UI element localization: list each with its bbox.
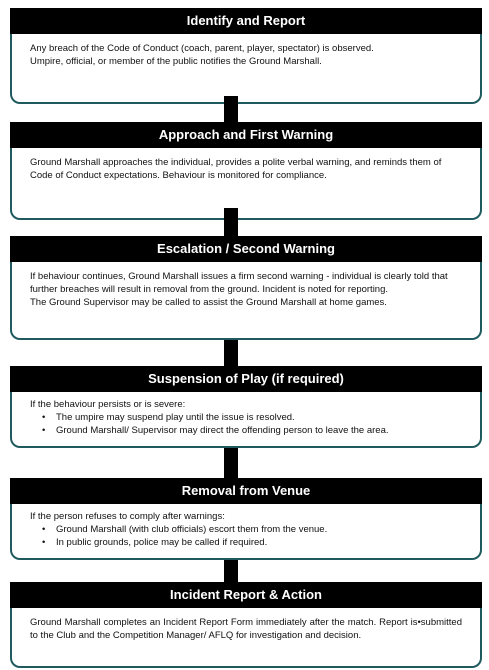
- list-item: • The umpire may suspend play until the issue is resolved.: [46, 411, 462, 424]
- step-title: Suspension of Play (if required): [10, 366, 482, 392]
- step-description: [10, 608, 482, 668]
- step-description: [10, 148, 482, 220]
- flow-connector: [224, 96, 238, 122]
- flow-connector: [224, 560, 238, 582]
- step-description: [10, 34, 482, 104]
- step-description: [10, 504, 482, 560]
- step-text: Ground Marshall approaches the individual, provides a polite verbal warning, and reminds them of Code of Conduct expectations. Behaviour is monitored for compliance.: [30, 157, 442, 181]
- list-item: • Ground Marshall/ Supervisor may direct the offending person to leave the area.: [46, 424, 462, 437]
- step-intro: If the person refuses to comply after warnings:: [30, 511, 225, 522]
- step-intro: If the behaviour persists or is severe:: [30, 399, 186, 410]
- step-title: Escalation / Second Warning: [10, 236, 482, 262]
- step-title: Identify and Report: [10, 8, 482, 34]
- list-item: • In public grounds, police may be called if required.: [46, 536, 462, 549]
- step-text: If behaviour continues, Ground Marshall issues a firm second warning - individual is clearly told that further breaches will result in removal from the ground. Incident is noted for reporting.: [30, 271, 448, 295]
- list-item: • Ground Marshall (with club officials) escort them from the venue.: [46, 523, 462, 536]
- step-text: The Ground Supervisor may be called to assist the Ground Marshall at home games.: [30, 297, 387, 308]
- step-text: Umpire, official, or member of the public notifies the Ground Marshall.: [30, 56, 322, 67]
- flow-connector: [224, 340, 238, 366]
- step-bullet-list: [30, 523, 462, 549]
- step-title: Removal from Venue: [10, 478, 482, 504]
- step-text: Ground Marshall completes an Incident Report Form immediately after the match. Report is•submitted to the Club and the Competition Manager/ AFLQ for investigation and decision.: [30, 617, 462, 641]
- step-description: [10, 262, 482, 340]
- step-bullet-list: [30, 411, 462, 437]
- step-title: Approach and First Warning: [10, 122, 482, 148]
- step-text: Any breach of the Code of Conduct (coach, parent, player, spectator) is observed.: [30, 43, 374, 54]
- flow-connector: [224, 448, 238, 478]
- step-title: Incident Report & Action: [10, 582, 482, 608]
- flow-connector: [224, 208, 238, 236]
- step-description: [10, 392, 482, 448]
